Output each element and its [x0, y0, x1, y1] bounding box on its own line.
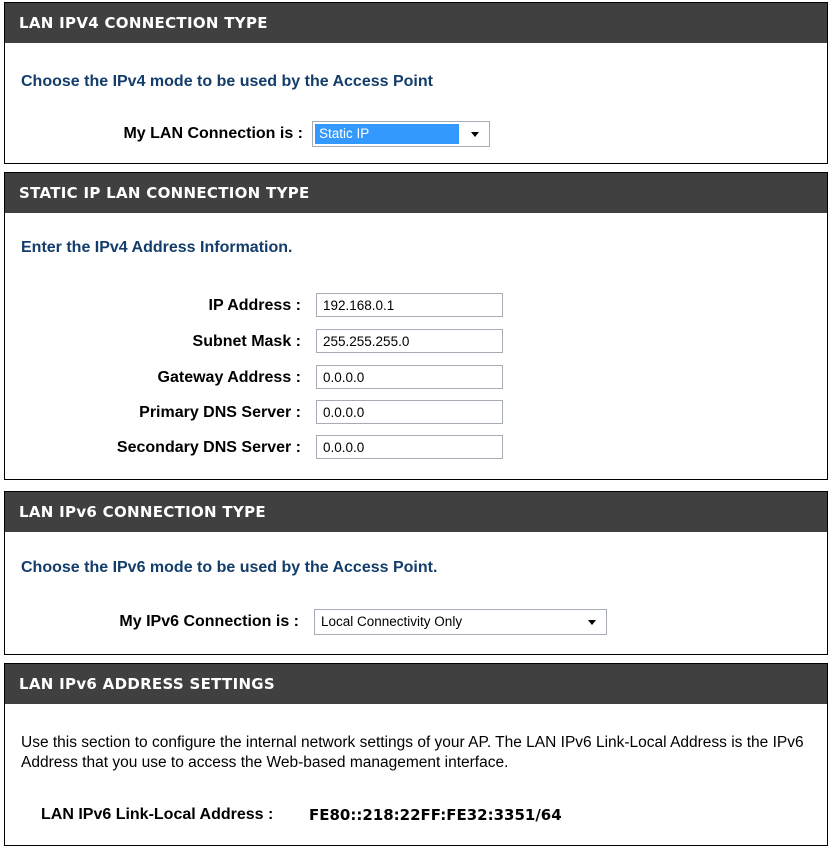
primary-dns-label: Primary DNS Server : [139, 404, 301, 421]
link-local-address-label: LAN IPv6 Link-Local Address : [41, 806, 274, 823]
secondary-dns-row [5, 435, 829, 461]
lan-connection-select[interactable] [312, 121, 490, 147]
ipv6-address-settings-panel [4, 663, 828, 846]
secondary-dns-field[interactable] [316, 435, 503, 459]
ipv4-mode-subtitle: Choose the IPv4 mode to be used by the Access Point [21, 73, 433, 90]
static-ip-header: STATIC IP LAN CONNECTION TYPE [5, 173, 827, 213]
ipv6-connection-label: My IPv6 Connection is : [119, 613, 299, 630]
lan-connection-selected-value: Static IP [315, 124, 459, 144]
ipv4-address-subtitle: Enter the IPv4 Address Information. [21, 239, 293, 256]
ipv4-connection-type-panel [4, 2, 828, 164]
ipv6-address-settings-header: LAN IPv6 ADDRESS SETTINGS [5, 664, 827, 704]
gateway-address-field[interactable] [316, 365, 503, 389]
chevron-down-icon [471, 132, 479, 137]
subnet-mask-field[interactable] [316, 329, 503, 353]
gateway-address-row [5, 365, 829, 391]
static-ip-panel [4, 172, 828, 480]
ipv6-connection-select[interactable] [314, 609, 607, 635]
subnet-mask-label: Subnet Mask : [192, 333, 301, 350]
secondary-dns-label: Secondary DNS Server : [116, 439, 301, 456]
ipv4-connection-type-header: LAN IPV4 CONNECTION TYPE [5, 3, 827, 43]
subnet-mask-row [5, 329, 829, 355]
primary-dns-row [5, 400, 829, 426]
link-local-address-value: FE80::218:22FF:FE32:3351/64 [309, 806, 562, 824]
ip-address-field[interactable] [316, 293, 503, 317]
chevron-down-icon [588, 620, 596, 625]
ip-address-row [5, 293, 829, 319]
primary-dns-field[interactable] [316, 400, 503, 424]
ipv6-address-description: Use this section to configure the internal network settings of your AP. The LAN IPv6 Link-Local Address is the IPv6 Address that you use to access the Web-based management interface. [21, 734, 804, 771]
ipv6-connection-type-panel [4, 491, 828, 655]
ipv6-connection-type-header: LAN IPv6 CONNECTION TYPE [5, 492, 827, 532]
lan-connection-label: My LAN Connection is : [123, 125, 303, 142]
ip-address-label: IP Address : [208, 297, 301, 314]
ipv6-connection-selected-value: Local Connectivity Only [321, 614, 463, 629]
ipv6-mode-subtitle: Choose the IPv6 mode to be used by the Access Point. [21, 559, 438, 576]
gateway-address-label: Gateway Address : [157, 369, 301, 386]
